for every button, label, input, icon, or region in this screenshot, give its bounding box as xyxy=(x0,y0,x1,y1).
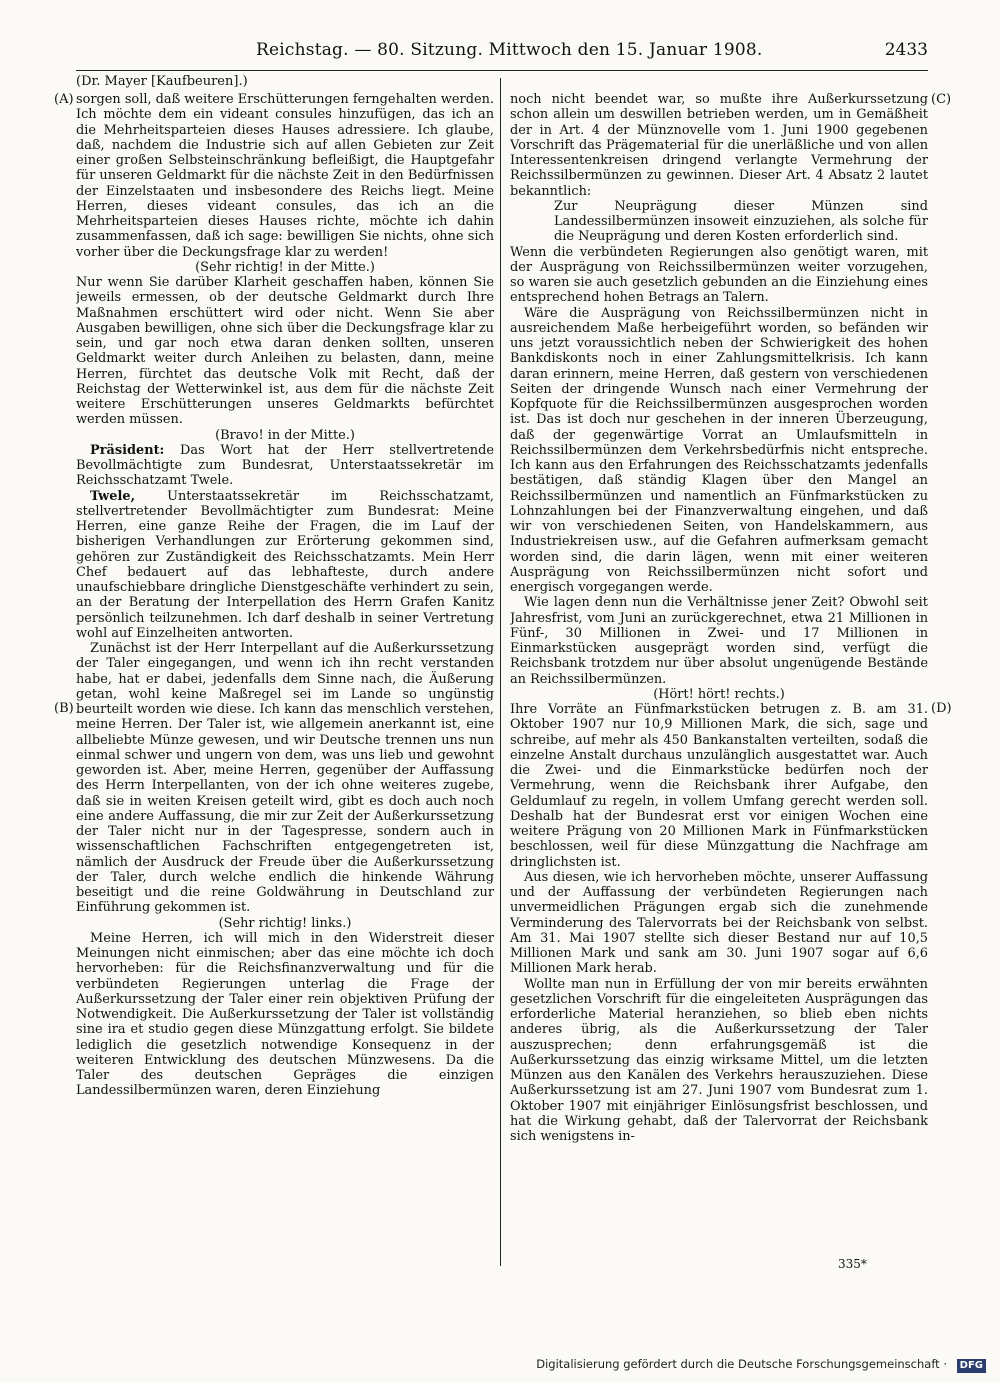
column-divider xyxy=(500,78,501,1266)
running-title: Reichstag. — 80. Sitzung. Mittwoch den 15. Januar 1908. xyxy=(256,40,763,60)
quotation: Zur Neuprägung dieser Münzen sind Landessilbermünzen insoweit einzuziehen, als solche für die Neuprägung und deren Kosten erforderlich sind. xyxy=(554,198,928,245)
paragraph: Wie lagen denn nun die Verhältnisse jener Zeit? Obwohl seit Jahresfrist, vom Juni an zurückgerechnet, etwa 21 Millionen in Fünf-, 30 Millionen in Zwei- und 17 Millionen in Einmarkstücken ausgeprägt worden sind, verfügt die Reichsbank trotzdem nur über absolut ungenügende Bestände an Reichssilbermünzen. xyxy=(510,595,928,687)
page-header xyxy=(76,38,928,71)
dfg-logo: DFG xyxy=(957,1359,986,1373)
speaker-context: (Dr. Mayer [Kaufbeuren].) xyxy=(76,74,248,89)
margin-label-c: (C) xyxy=(931,92,952,107)
speaker-name: Twele, xyxy=(90,488,136,504)
right-column xyxy=(510,92,928,1256)
speech-text: Das Wort hat der Herr stellvertretende Bevollmächtigte zum Bundesrat, Unterstaatssekretär im Reichsschatzamt Twele. xyxy=(76,442,494,489)
speech-twele xyxy=(76,489,494,642)
paragraph: Nur wenn Sie darüber Klarheit geschaffen haben, können Sie jeweils ermessen, ob der deutsche Geldmarkt durch Ihre Maßnahmen erschüttert wird oder nicht. Wenn Sie aber Ausgaben bewilligen, ohne sich über die Deckungsfrage klar zu sein, und gar noch etwa daran denken sollten, unseren Geldmarkt weiter durch Anleihen zu belasten, dann, meine Herren, fürchtet das deutsche Volk mit Recht, daß der Reichstag der Wetterwinkel ist, aus dem für die nächste Zeit weitere Erschütterungen unseres Geldmarkts befürchtet werden müssen. xyxy=(76,275,494,428)
interjection: (Sehr richtig! links.) xyxy=(218,915,352,931)
paragraph: Wollte man nun in Erfüllung der von mir bereits erwähnten gesetzlichen Vorschrift für die eingeleiteten Ausprägungen das erforderliche Material heranziehen, so blieb eben nichts anderes übrig, als die Außerkurssetzung der Taler auszusprechen; denn erfahrungsgemäß ist die Außerkurssetzung das einzig wirksame Mittel, um die letzten Münzen aus den Kanälen des Verkehrs herauszuziehen. Diese Außerkurssetzung ist am 27. Juni 1907 vom Bundesrat zum 1. Oktober 1907 mit einjähriger Einlösungsfrist beschlossen, und hat die Wirkung gehabt, daß der Talervorrat der Reichsbank sich wenigstens in- xyxy=(510,976,928,1144)
speaker-name: Präsident: xyxy=(90,442,165,458)
footer xyxy=(0,1357,986,1377)
signature-mark: 335* xyxy=(838,1257,867,1271)
paragraph: Wäre die Ausprägung von Reichssilbermünzen nicht in ausreichendem Maße herbeigeführt worden, so befänden wir uns jetzt voraussichtlich neben der Schwierigkeit des hohen Bankdiskonts noch in einer Zahlungsmittelkrisis. Ich kann daran erinnern, meine Herren, daß gestern von verschiedenen Seiten der dringende Wunsch nach einer Vermehrung der Kopfquote für die Reichssilbermünzen ausgesprochen worden ist. Das ist doch nur geschehen in der inneren Überzeugung, daß der gegenwärtige Vorrat an Umlaufsmitteln in Reichssilbermünzen dem Verkehrsbedürfnis nicht entspreche. Ich kann aus den Erfahrungen des Reichsschatzamts jedenfalls bestätigen, daß ständig Klagen über den Mangel an Reichssilbermünzen und namentlich an Fünfmarkstücken zu Lohnzahlungen bei der Finanzverwaltung eingehen, und daß wir von verschiedenen Seiten, von Handelskammern, aus Industriekreisen usw., auf die Gefahren aufmerksam gemacht worden sind, die darin lägen, wenn mit einer weiteren Ausprägung von Reichssilbermünzen nicht sofort und energisch vorgegangen werde. xyxy=(510,305,928,595)
interjection: (Sehr richtig! in der Mitte.) xyxy=(195,259,375,275)
margin-label-d: (D) xyxy=(931,701,952,716)
margin-label-b: (B) xyxy=(54,701,74,716)
interjection: (Bravo! in der Mitte.) xyxy=(215,427,355,443)
paragraph: Aus diesen, wie ich hervorheben möchte, unserer Auffassung und der Auffassung der verbündeten Regierungen nach unvermeidlichen Prägungen ergab sich die zunehmende Verminderung des Talervorrats bei der Reichsbank von selbst. Am 31. Mai 1907 stellte sich dieser Bestand nur auf 10,5 Millionen Mark und sank am 30. Juni 1907 sogar auf 6,6 Millionen Mark herab. xyxy=(510,869,928,977)
speech-praesident xyxy=(76,443,494,489)
margin-label-a: (A) xyxy=(54,92,74,107)
paragraph: Zunächst ist der Herr Interpellant auf die Außerkurssetzung der Taler eingegangen, und wenn ich ihn recht verstanden habe, hat er dabei, jedenfalls dem Sinne nach, die Äußerung getan, wohl keine Maßregel sei im Lande so ungünstig beurteilt worden wie diese. Ich kann das menschlich verstehen, meine Herren. Der Taler ist, wie allgemein anerkannt ist, eine allbeliebte Münze gewesen, und wir Deutsche trennen uns nun einmal schwer und ungern von dem, was uns lieb und gewohnt geworden ist. Aber, meine Herren, gegenüber der Auffassung des Herrn Interpellanten, von der ich ohne weiteres zugebe, daß sie in weiten Kreisen geteilt wird, gibt es doch auch noch eine andere Auffassung, die mir zur Zeit der Außerkurssetzung der Taler nicht nur in der Tagespresse, sondern auch in wissenschaftlichen Fachschriften entgegengetreten ist, nämlich der Ausdruck der Freude über die Außerkurssetzung der Taler, durch welche endlich die hinkende Währung beseitigt und die reine Goldwährung in Deutschland zur Einführung gekommen ist. xyxy=(76,641,494,916)
footer-text: Digitalisierung gefördert durch die Deutsche Forschungsgemeinschaft · xyxy=(536,1357,947,1371)
paragraph: Ihre Vorräte an Fünfmarkstücken betrugen z. B. am 31. Oktober 1907 nur 10,9 Millionen Mark, die sich, sage und schreibe, auf mehr als 450 Bankanstalten verteilten, sodaß die einzelne Anstalt durchaus unzulänglich ausgestattet war. Auch die Zwei- und die Einmarkstücke bedürfen noch der Vermehrung, wenn die Reichsbank ihrer Aufgabe, den Geldumlauf zu regeln, in vollem Umfang gerecht werden soll. Deshalb hat der Bundesrat erst vor einigen Wochen eine weitere Prägung von 20 Millionen Mark in Fünfmarkstücken beschlossen, weil für diese Münzgattung die Nachfrage am dringlichsten ist. xyxy=(510,702,928,870)
page-number: 2433 xyxy=(884,40,928,60)
paragraph: sorgen soll, daß weitere Erschütterungen ferngehalten werden. Ich möchte dem ein videant consules hinzufügen, das ich an die Mehrheitsparteien dieses Hauses adressiere. Ich glaube, daß, nachdem die Industrie sich auf allen Gebieten zur Zeit einer großen Selbsteinschränkung befleißigt, die Hauptgefahr für unseren Geldmarkt für die nächste Zeit in den Bedürfnissen der Einzelstaaten und insbesondere des Reichs liegt. Meine Herren, dieses videant consules, das ich an die Mehrheitsparteien dieses Hauses richte, möchte ich dahin zusammenfassen, daß ich sage: bewilligen Sie nichts, ohne sich vorher über die Deckungsfrage klar zu werden! xyxy=(76,92,494,260)
speech-text: Unterstaatssekretär im Reichsschatzamt, stellvertretender Bevollmächtigter zum Bundesrat: Meine Herren, eine ganze Reihe der Fragen, die im Lauf der bisherigen Verhandlungen zur Erörterung gekommen sind, gehören zur Zuständigkeit des Reichsschatzamts. Mein Herr Chef bedauert auf das lebhafteste, durch andere unaufschiebbare dringliche Dienstgeschäfte verhindert zu sein, an der Beratung der Interpellation des Herrn Grafen Kanitz persönlich teilzunehmen. Ich darf deshalb in seiner Vertretung wohl auf Einzelheiten antworten. xyxy=(76,488,494,641)
left-column xyxy=(76,92,494,1256)
paragraph: noch nicht beendet war, so mußte ihre Außerkurssetzung schon allein um deswillen betrieben werden, um in Gemäßheit der in Art. 4 der Münznovelle vom 1. Juni 1900 gegebenen Vorschrift das Prägematerial für die unerläßliche und von allen Interessentenkreisen dringend verlangte Vermehrung der Reichssilbermünzen zu gewinnen. Dieser Art. 4 Absatz 2 lautet bekanntlich: xyxy=(510,92,928,199)
interjection: (Hört! hört! rechts.) xyxy=(653,686,785,702)
paragraph: Wenn die verbündeten Regierungen also genötigt waren, mit der Ausprägung von Reichssilbermünzen weiter vorzugehen, so waren sie auch gesetzlich gebunden an die Einziehung eines entsprechend hohen Betrags an Talern. xyxy=(510,244,928,306)
paragraph: Meine Herren, ich will mich in den Widerstreit dieser Meinungen nicht einmischen; aber das eine möchte ich doch hervorheben: für die Reichsfinanzverwaltung und für die verbündeten Regierungen unterlag die Frage der Außerkurssetzung der Taler einer rein objektiven Prüfung der Notwendigkeit. Die Außerkurssetzung der Taler ist vollständig sine ira et studio gegen diese Münzgattung erfolgt. Sie bildete lediglich die gesetzlich notwendige Konsequenz in der weiteren Entwicklung des deutschen Münzwesens. Da die Taler des deutschen Gepräges die einzigen Landessilbermünzen waren, deren Einziehung xyxy=(76,930,494,1099)
